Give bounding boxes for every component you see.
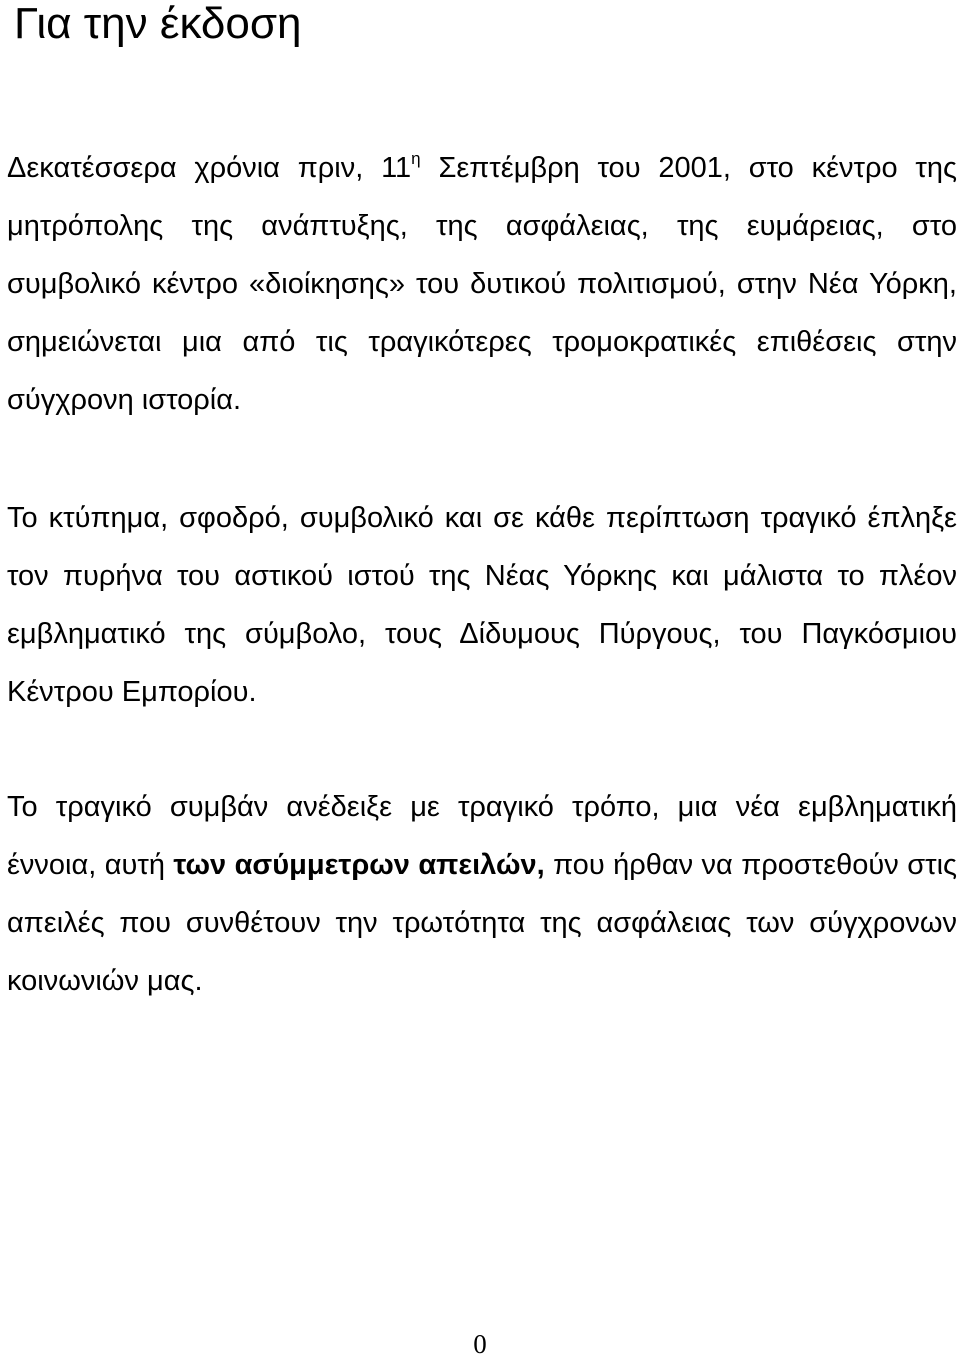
paragraph-3 <box>7 778 957 1010</box>
paragraph-1-text-start: Δεκατέσσερα χρόνια πριν, 11 <box>7 152 412 184</box>
ordinal-superscript: η <box>411 149 421 168</box>
paragraph-2: Το κτύπημα, σφοδρό, συμβολικό και σε κάθε περίπτωση τραγικό έπληξε τον πυρήνα του αστικού ιστού της Νέας Υόρκης και μάλιστα το πλέον εμβληματικό της σύμβολο, τους Δίδυμους Πύργους, του Παγκόσμιου Κέντρου Εμπορίου. <box>7 502 957 708</box>
paragraph-3-text-end: που ήρθαν να προστεθούν στις απειλές που συνθέτουν την τρωτότητα της ασφάλειας των σύγχρονων κοινωνιών μας. <box>7 849 957 997</box>
page-number: 0 <box>473 1329 487 1359</box>
paragraph-1-text-end: Σεπτέμβρη του 2001, στο κέντρο της μητρόπολης της ανάπτυξης, της ασφάλειας, της ευμάρειας, στο συμβολικό κέντρο «διοίκησης» του δυτικού πολιτισμού, στην Νέα Υόρκη, σημειώνεται μια από τις τραγικότερες τρομοκρατικές επιθέσεις στην σύγχρονη ιστορία. <box>7 152 957 416</box>
page-title: Για την έκδοση <box>14 0 302 48</box>
paragraph-3-text-start: Το τραγικό συμβάν ανέδειξε με τραγικό τρόπο, μια νέα εμβληματική έννοια, αυτή <box>7 791 957 881</box>
bold-phrase: των ασύμμετρων απειλών, <box>173 849 545 881</box>
paragraph-1 <box>7 139 957 429</box>
